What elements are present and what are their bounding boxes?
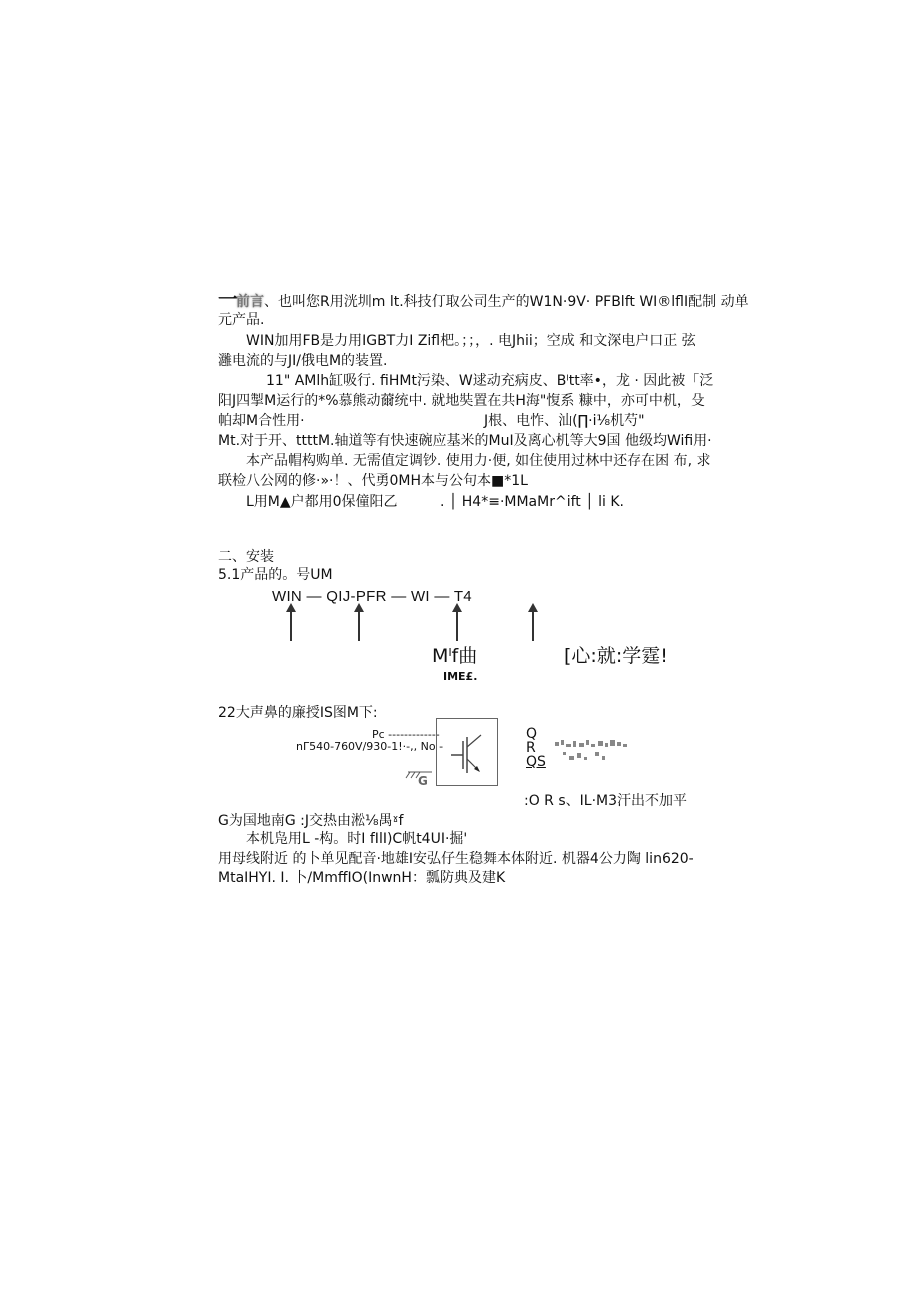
model-arrow-1-icon [290, 611, 292, 641]
pc-label: Pc ------------- [372, 728, 440, 741]
model-arrow-3-icon [456, 611, 458, 641]
diagram-caption: 22大声鼻的廉授IS图M下: [218, 705, 378, 721]
intro-line-1-text: 、也叫您R用洸圳m lt.科技仃取公司生产的W1N·9V· PFBlft WI®lflI配制 动单 [264, 294, 749, 310]
model-label-right: [心:就:学霆! [564, 645, 668, 667]
terminal-note: :O R s、IL·M3汗出不加平 [524, 793, 688, 809]
intro-line-2: 元产品. [218, 312, 265, 328]
intro-line-1 [218, 287, 749, 311]
terminal-qs-label: QS [526, 754, 546, 770]
install-section-title: 二、安装 [218, 549, 274, 565]
igbt-symbol-icon [437, 719, 497, 785]
model-label-mid: Mˡf曲 [432, 645, 478, 667]
model-label-mid-sub: IME£. [443, 670, 478, 683]
install-subtitle: 5.1产品的。号UM [218, 567, 333, 583]
model-arrow-4-icon [532, 611, 534, 641]
footer-line-2: 本机凫用L -构。时I fIlI)C帆t4UI·掘' [246, 831, 468, 847]
igbt-module-box [436, 718, 498, 786]
footer-line-1: G为国地南G :J交热由淞⅛禺ˠf [218, 813, 404, 829]
wiring-diagram [288, 716, 708, 796]
intro-line-7-part-b: J根、电怍、汕(∏·i⅛机芍" [484, 413, 645, 429]
intro-line-11-part-b: . │ H4*≡·MMaMr^ift │ li K. [440, 494, 624, 510]
heading-blurred-title: 前言 [236, 294, 264, 310]
intro-line-3: WIN加用FB是力用IGBT力I Zifl杷。；；，. 电Jhii；空成 和文深电户口正 弦 [246, 333, 696, 349]
intro-line-4: 灉电流的与JI/俄电M的装置. [218, 353, 388, 369]
intro-line-8: Mt.对于开、ttttM.轴道等有快速碗应基米的MuI及离心机等大9国 他级均Wifi用· [218, 433, 712, 449]
model-code: WIN — QIJ-PFR — WI — T4 [272, 588, 472, 605]
blurred-text-noise-icon [553, 738, 631, 768]
intro-line-7-part-a: 帕却M合性用· [218, 413, 305, 429]
intro-line-6: 阳J四掣M运行的*%慕熊动薾统中. 就地奘置在共H海"愎系 糠中，亦可中机，殳 [218, 393, 705, 409]
intro-line-10: 联检八公网的修·»·！、代勇0MH本与公句本■*1L [218, 473, 528, 489]
intro-line-11-part-a: L用M▲户都用0保僮阳乙 [246, 494, 398, 510]
terminal-q-label: Q [526, 726, 538, 742]
intro-line-5: 11" AMlh缸吸行. fiHMt污染、W逑动充病皮、Bˡtt率•，龙 · 因此被「泛 [266, 373, 714, 389]
footer-line-3: 用母线附近 的卜单见配音·地雄I安弘仔生稳舞本体附近. 机器4公力陶 lin620- [218, 851, 694, 867]
terminal-r-label: R [526, 740, 536, 756]
ground-label: G [418, 774, 428, 788]
footer-line-4: MtaIHYI. I. 卜/MmffIO(InwnH：瓢防典及建K [218, 870, 506, 886]
voltage-label: nΓ540-760V/930-1!·-,, No - [296, 740, 444, 753]
intro-line-7 [218, 412, 305, 430]
model-arrow-2-icon [358, 611, 360, 641]
heading-marker: 一 [218, 287, 236, 311]
intro-line-9: 本产品帽构购单. 无需值定调钞. 使用力·便, 如住使用过林中还存在困 布, 求 [246, 453, 711, 469]
